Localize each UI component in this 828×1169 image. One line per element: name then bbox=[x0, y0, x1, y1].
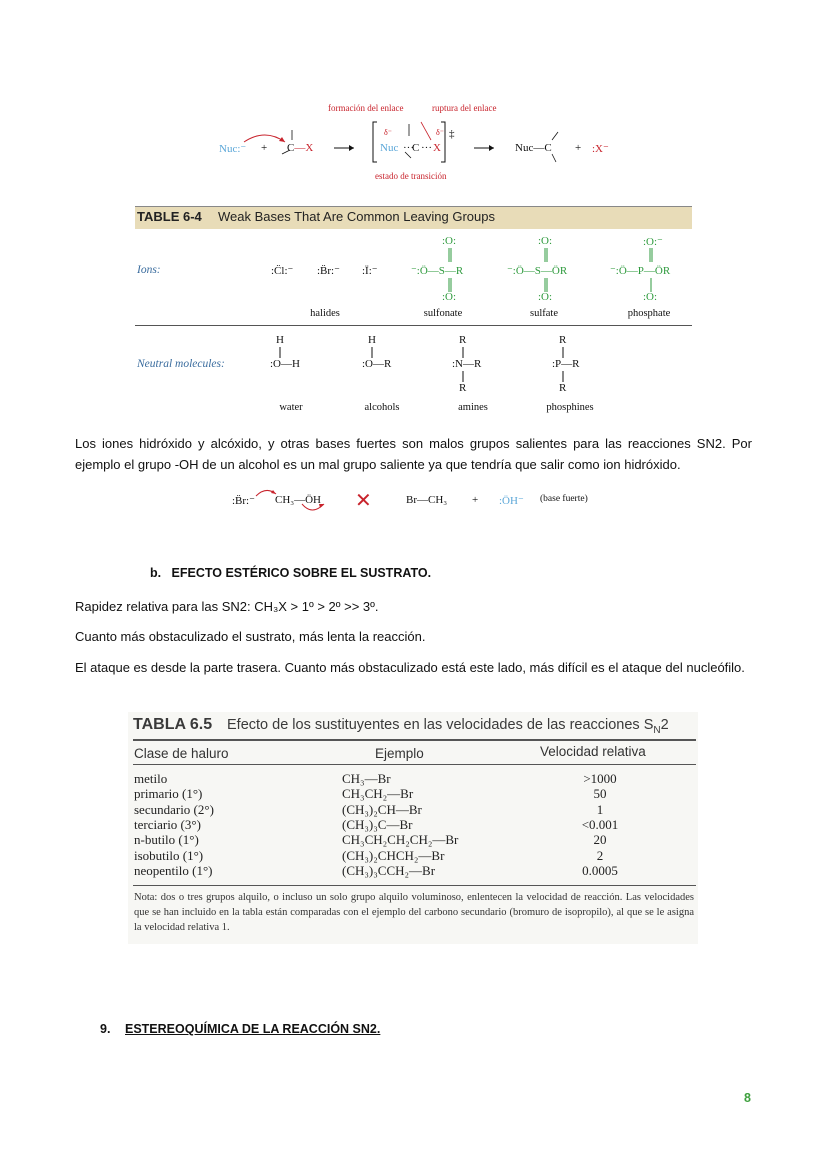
amine-bottom-r: R bbox=[459, 382, 467, 394]
phosphate-top-oxygen: :O:⁻ bbox=[643, 236, 663, 248]
phosphine-top-r: R bbox=[559, 334, 567, 346]
row-rate: 20 bbox=[593, 832, 607, 848]
strong-base-note: (base fuerte) bbox=[540, 494, 588, 504]
table-6-4-header bbox=[135, 206, 692, 229]
iodide-ion: :Ï:⁻ bbox=[362, 265, 378, 277]
bond-formation-label: formación del enlace bbox=[328, 103, 404, 113]
water-formula: :O—H bbox=[270, 358, 300, 370]
header-rule bbox=[133, 739, 696, 741]
bond-line-icon bbox=[279, 347, 283, 359]
sulfonate-bottom-oxygen: :O: bbox=[442, 291, 457, 303]
amine-top-r: R bbox=[459, 334, 467, 346]
sulfate-top-oxygen: :O: bbox=[538, 235, 553, 247]
phosphate-bonds-icon bbox=[648, 248, 654, 294]
hydroxide-ion: :ÖH⁻ bbox=[499, 495, 524, 507]
bond-line-icon bbox=[371, 347, 375, 359]
halides-caption: halides bbox=[310, 308, 340, 319]
chloride-ion: :C̈l:⁻ bbox=[271, 265, 294, 277]
ts-nucleophile: Nuc bbox=[380, 142, 399, 154]
section-9-heading: ESTEREOQUÍMICA DE LA REACCIÓN SN2. bbox=[125, 1022, 381, 1036]
table-6-5-note: Nota: dos o tres grupos alquilo, o incluso un solo grupo alquilo voluminoso, enlentecen la velocidad de reacción. Las velocidades que se han incluido en la tabla están comparadas con el ejemplo del carbono secundario (bromuro de isopropilo), al que se le asigna la velocidad relativa 1. bbox=[134, 892, 694, 933]
methanol: CH₃—ÖH bbox=[275, 494, 322, 506]
row-rate: 2 bbox=[596, 847, 604, 863]
bond-line-icon bbox=[562, 347, 566, 383]
table-6-5-title: Efecto de los sustituyentes en las velocidades de las reacciones $S_N2$ bbox=[227, 717, 669, 736]
product: Nuc—C bbox=[515, 142, 552, 154]
subheader-rule bbox=[133, 764, 696, 765]
sulfate-formula: ⁻:Ö—S—ÖR bbox=[507, 265, 568, 277]
phosphate-formula: ⁻:Ö—P—ÖR bbox=[610, 265, 671, 277]
row-example: (CH₃)₂CH—Br bbox=[342, 801, 422, 817]
page-number: 8 bbox=[744, 1091, 751, 1105]
phosphate-bottom-oxygen: :O: bbox=[643, 291, 658, 303]
table-6-5-label: TABLA 6.5 bbox=[133, 716, 213, 733]
attack-arrow-icon bbox=[240, 128, 300, 160]
row-class: isobutilo (1°) bbox=[134, 847, 204, 863]
sulfate-bonds-icon bbox=[543, 248, 549, 294]
column-header-rate: Velocidad relativa bbox=[540, 744, 646, 759]
sulfate-bottom-oxygen: :O: bbox=[538, 291, 553, 303]
row-example: (CH₃)₃C—Br bbox=[342, 816, 413, 832]
amine-formula: :N—R bbox=[452, 358, 482, 370]
plus-sign-3: + bbox=[472, 494, 479, 506]
row-class: terciario (3°) bbox=[134, 816, 201, 832]
table-title: Weak Bases That Are Common Leaving Groups bbox=[218, 209, 495, 224]
alcohol-caption: alcohols bbox=[364, 402, 400, 413]
phosphine-caption: phosphines bbox=[546, 402, 594, 413]
delta-minus-2: δ⁻ bbox=[436, 128, 444, 137]
row-class: metilo bbox=[134, 771, 168, 786]
transition-state-label: estado de transición bbox=[375, 171, 447, 181]
bromide-ion: :B̈r:⁻ bbox=[317, 265, 340, 277]
row-rate: <0.001 bbox=[581, 816, 619, 832]
delta-minus-1: δ⁻ bbox=[384, 128, 392, 137]
ts-carbon: C bbox=[412, 142, 420, 154]
water-caption: water bbox=[279, 402, 303, 413]
bromomethane: Br—CH₃ bbox=[406, 494, 448, 506]
amine-caption: amines bbox=[458, 402, 488, 413]
ts-leaving: X bbox=[433, 142, 441, 154]
alcohol-formula: :O—R bbox=[362, 358, 392, 370]
bond-breaking-label: ruptura del enlace bbox=[432, 103, 497, 113]
sulfate-caption: sulfate bbox=[530, 308, 558, 319]
row-class: n-butilo (1°) bbox=[134, 832, 199, 848]
phosphine-formula: :P—R bbox=[552, 358, 580, 370]
row-example: CH₃—Br bbox=[342, 771, 391, 786]
row-rate: 50 bbox=[593, 786, 607, 802]
row-rate: >1000 bbox=[583, 771, 617, 786]
phosphate-caption: phosphate bbox=[627, 308, 671, 319]
row-example: CH₃CH₂—Br bbox=[342, 786, 414, 802]
table-label: TABLE 6-4 bbox=[137, 209, 202, 224]
sulfonate-bonds-icon bbox=[447, 248, 453, 294]
paragraph-hindered-substrate: Cuanto más obstaculizado el sustrato, más lenta la reacción. bbox=[75, 629, 426, 644]
plus-sign-2: + bbox=[575, 142, 582, 154]
blocked-arrow-icon: ✕ bbox=[355, 490, 372, 512]
plus-sign: + bbox=[261, 142, 268, 154]
bromide-nucleophile: :B̈r:⁻ bbox=[232, 495, 255, 507]
reaction-arrow-icon bbox=[474, 143, 498, 153]
sulfonate-caption: sulfonate bbox=[423, 308, 463, 319]
column-header-class: Clase de haluro bbox=[134, 746, 229, 761]
ions-label: Ions: bbox=[137, 264, 161, 276]
row-example: (CH₃)₃CCH₂—Br bbox=[342, 862, 436, 878]
section-b-heading: b. EFECTO ESTÉRICO SOBRE EL SUSTRATO. bbox=[150, 566, 432, 580]
paragraph-relative-rate: Rapidez relativa para las SN2: CH₃X > 1º > 2º >> 3º. bbox=[75, 599, 379, 614]
row-rate: 0.0005 bbox=[582, 862, 618, 878]
table-divider bbox=[135, 325, 692, 326]
paragraph-backside-attack: El ataque es desde la parte trasera. Cuanto más obstaculizado está este lado, más difícil es el ataque del nucleófilo. bbox=[75, 660, 745, 675]
paragraph-strong-bases: Los iones hidróxido y alcóxido, y otras bases fuertes son malos grupos salientes para las reacciones SN2. Por ejemplo el grupo -OH de un alcohol es un mal grupo saliente ya que tendría que salir como ion hidróxido. bbox=[75, 436, 752, 472]
double-dagger: ‡ bbox=[449, 128, 455, 140]
bond-line-icon bbox=[462, 347, 466, 383]
alcohol-h: H bbox=[368, 334, 376, 346]
column-header-example: Ejemplo bbox=[375, 746, 424, 761]
footer-rule bbox=[133, 885, 696, 886]
sulfonate-formula: ⁻:Ö—S—R bbox=[411, 265, 464, 277]
row-example: (CH₃)₂CHCH₂—Br bbox=[342, 847, 445, 863]
sulfonate-top-oxygen: :O: bbox=[442, 235, 457, 247]
substrate: C—X bbox=[287, 142, 314, 154]
reaction-arrow-icon bbox=[334, 143, 358, 153]
row-example: CH₃CH₂CH₂CH₂—Br bbox=[342, 832, 459, 848]
row-class: primario (1°) bbox=[134, 786, 203, 802]
phosphine-bottom-r: R bbox=[559, 382, 567, 394]
row-class: neopentilo (1°) bbox=[134, 862, 213, 878]
leaving-group: :X⁻ bbox=[592, 143, 609, 155]
row-rate: 1 bbox=[596, 801, 604, 817]
row-class: secundario (2°) bbox=[134, 801, 214, 817]
product-bonds-icon bbox=[548, 130, 562, 164]
section-9-number: 9. bbox=[100, 1022, 111, 1036]
neutral-label: Neutral molecules: bbox=[137, 358, 225, 370]
water-h: H bbox=[276, 334, 284, 346]
nucleophile: Nuc:⁻ bbox=[219, 143, 247, 155]
